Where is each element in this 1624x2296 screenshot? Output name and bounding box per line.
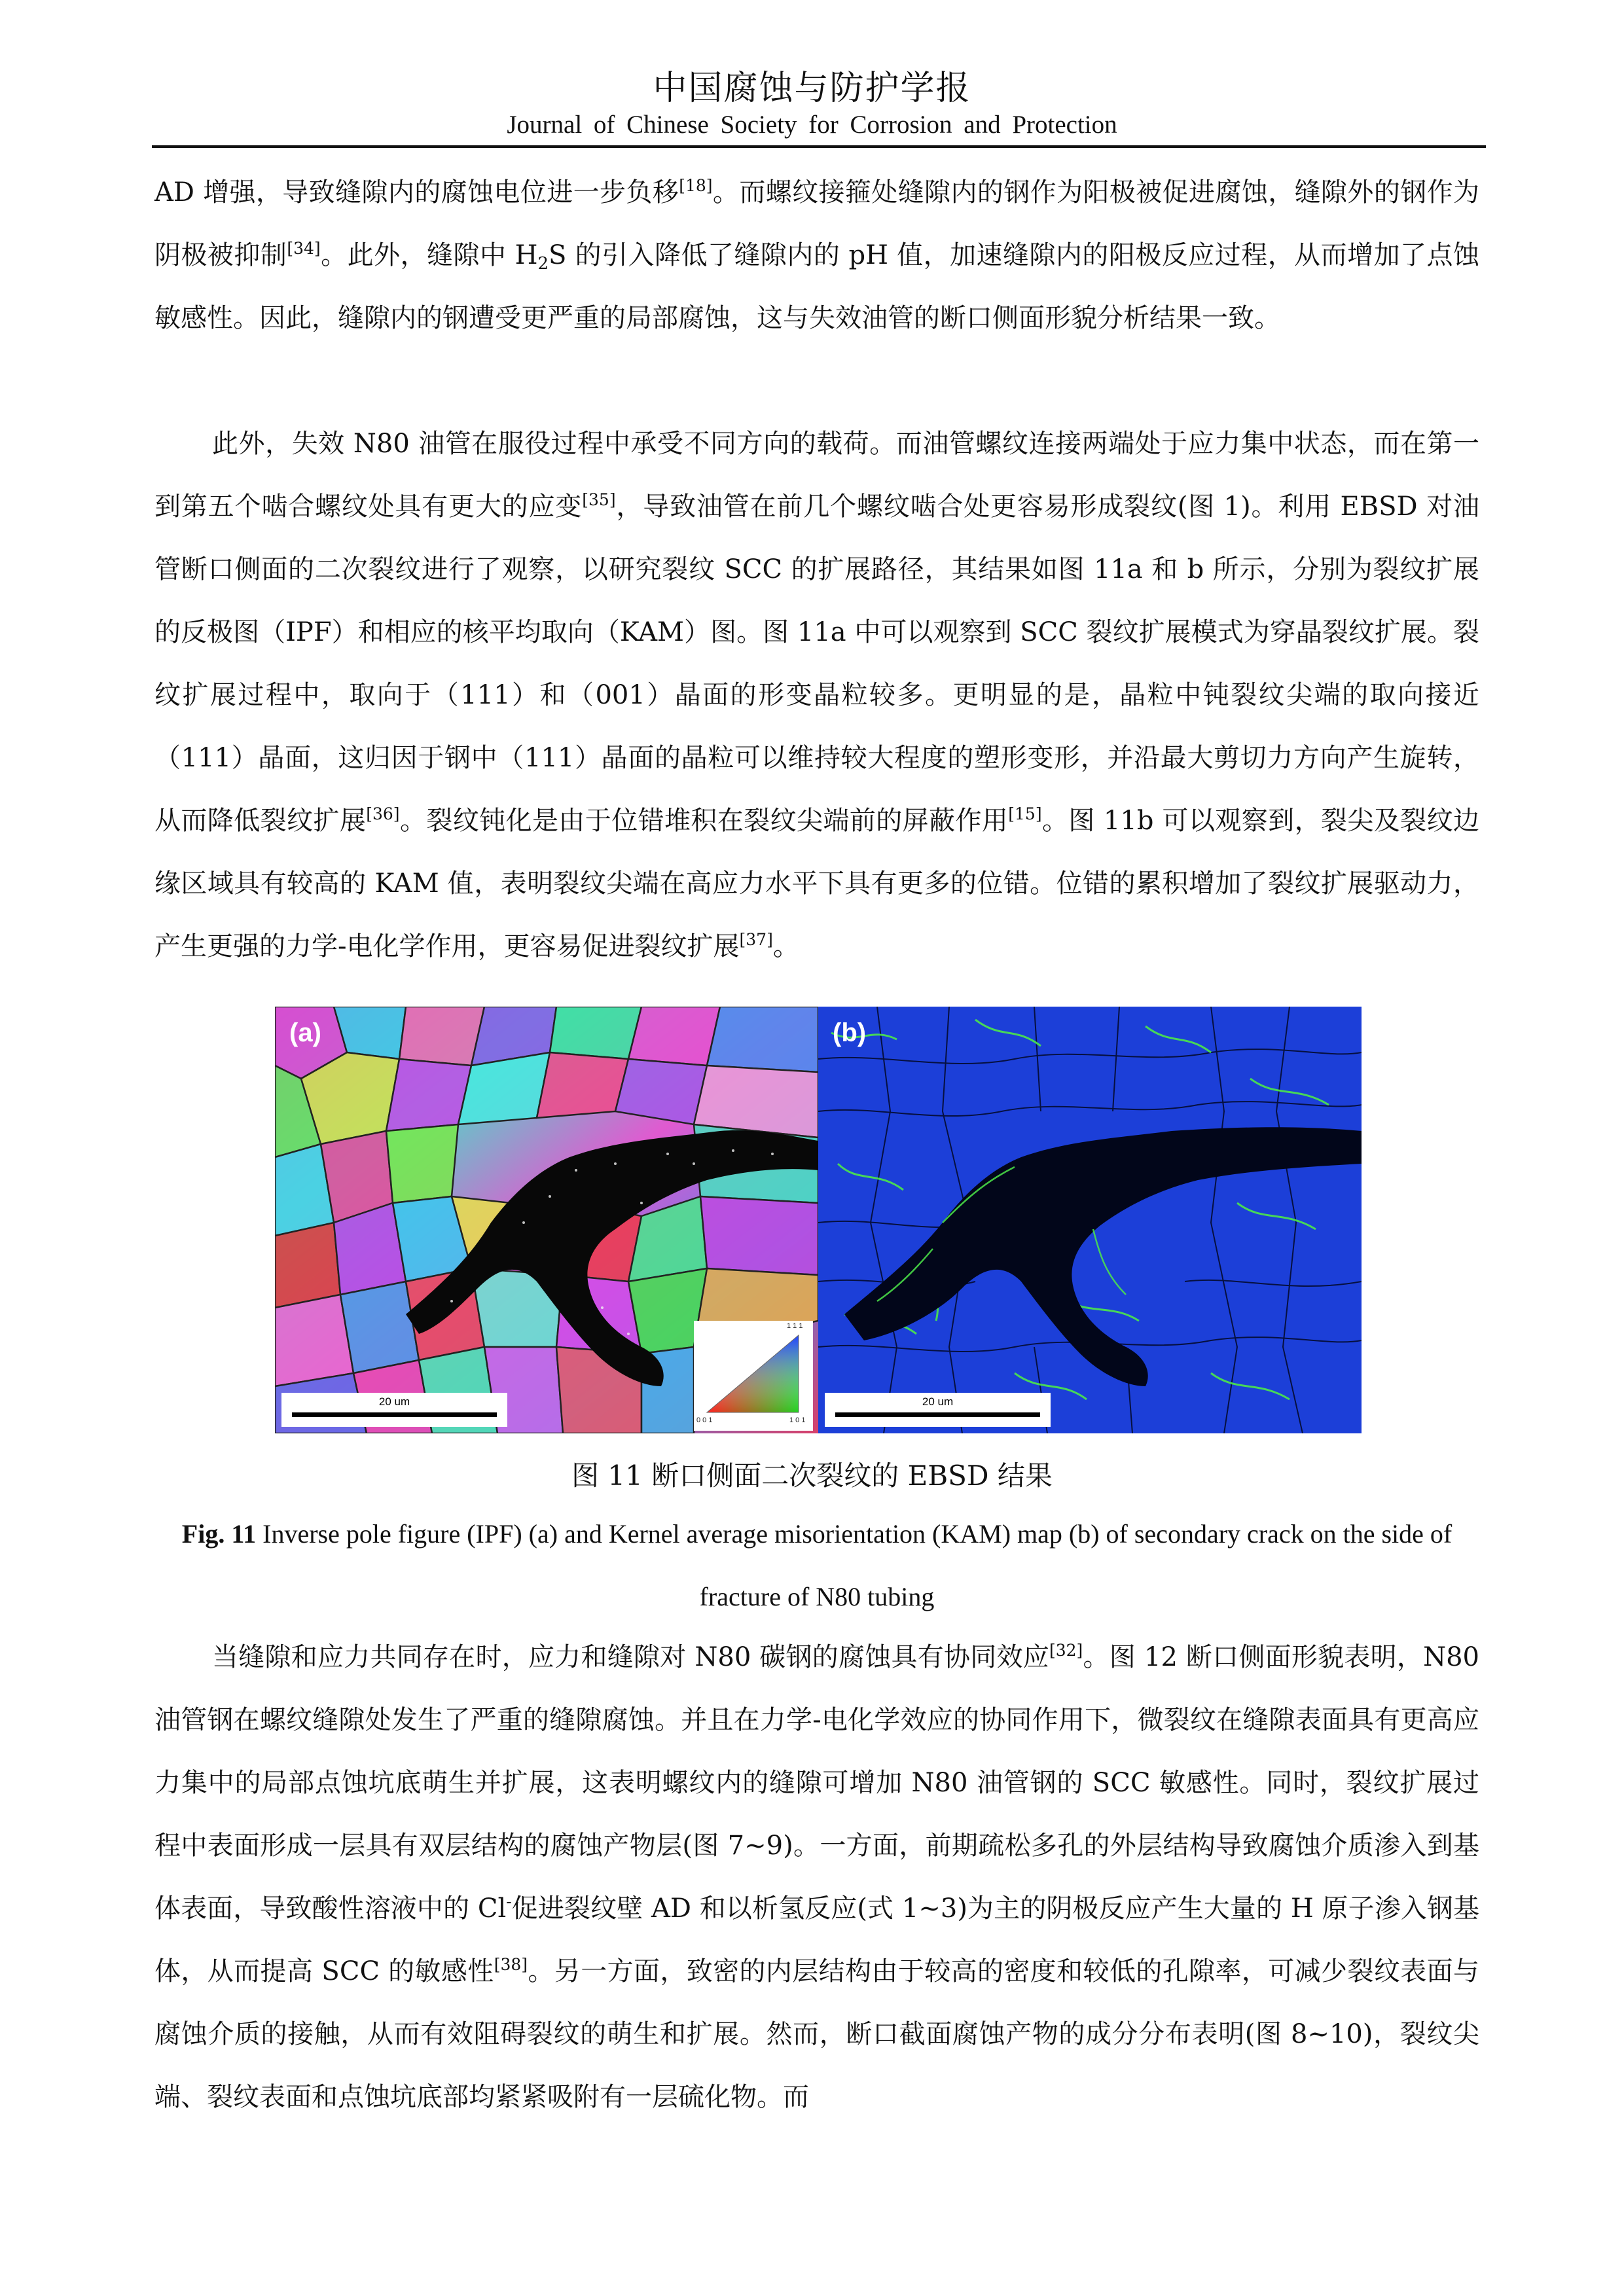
citation-ref: [35] xyxy=(582,490,616,509)
panel-label-a: (a) xyxy=(289,1018,321,1047)
paragraph-1: AD 增强，导致缝隙内的腐蚀电位进一步负移[18]。而螺纹接箍处缝隙内的钢作为阳极被促进腐蚀，缝隙外的钢作为阴极被抑制[34]。此外，缝隙中 $H_2S$ 的引入降低了缝隙内的 pH 值，加速缝隙内的阳极反应过程，从而增加了点蚀敏感性。因此，缝隙内的钢遭受更严重的局部腐蚀，这与失效油管的断口侧面形貌分析结果一致。 xyxy=(154,176,1480,333)
figure-number: Fig. 11 xyxy=(181,1519,257,1549)
scale-bar-a xyxy=(281,1393,507,1427)
kam-map-image xyxy=(818,1007,1362,1433)
journal-title-cn: 中国腐蚀与防护学报 xyxy=(653,69,971,108)
scale-bar-b xyxy=(825,1393,1051,1427)
journal-title-en: Journal of Chinese Society for Corrosion and Protection xyxy=(507,111,1117,139)
scale-line-a xyxy=(292,1412,497,1417)
citation-ref: [18] xyxy=(679,176,713,195)
citation-ref: [36] xyxy=(366,804,400,823)
panel-label-b: (b) xyxy=(833,1018,867,1047)
kam-map-panel xyxy=(818,1007,1362,1433)
header-rule xyxy=(152,145,1486,148)
paragraph-2: 此外，失效 N80 油管在服役过程中承受不同方向的载荷。而油管螺纹连接两端处于应力集中状态，而在第一到第五个啮合螺纹处具有更大的应变[35]，导致油管在前几个螺纹啮合处更容易形成裂纹(图 1)。利用 EBSD 对油管断口侧面的二次裂纹进行了观察，以研究裂纹 SCC 的扩展路径，其结果如图 11a 和 b 所示，分别为裂纹扩展的反极图（IPF）和相应的核平均取向（KAM）图。图 11a 中可以观察到 SCC 裂纹扩展模式为穿晶裂纹扩展。裂纹扩展过程中，取向于（111）和（001）晶面的形变晶粒较多。更明显的是，晶粒中钝裂纹尖端的取向接近（111）晶面，这归因于钢中（111）晶面的晶粒可以维持较大程度的塑形变形，并沿最大剪切力方向产生旋转，从而降低裂纹扩展[36]。裂纹钝化是由于位错堆积在裂纹尖端前的屏蔽作用[15]。图 11b 可以观察到，裂尖及裂纹边缘区域具有较高的 KAM 值，表明裂纹尖端在高应力水平下具有更多的位错。位错的累积增加了裂纹扩展驱动力，产生更强的力学-电化学作用，更容易促进裂纹扩展[37]。 xyxy=(154,429,1479,961)
ipf-key-101: 1 0 1 xyxy=(789,1416,806,1424)
scale-label-b: 20 um xyxy=(922,1395,954,1408)
figure-caption-cn: 图 11 断口侧面二次裂纹的 EBSD 结果 xyxy=(571,1460,1053,1492)
ipf-map-panel xyxy=(275,1007,818,1433)
citation-ref: [38] xyxy=(494,1955,528,1974)
scale-label-a: 20 um xyxy=(378,1395,410,1408)
citation-ref: [15] xyxy=(1008,804,1042,823)
figure-11 xyxy=(275,1007,1362,1433)
citation-ref: [34] xyxy=(287,239,321,258)
scale-line-b xyxy=(835,1412,1040,1417)
citation-ref: [37] xyxy=(739,930,773,949)
figure-caption-en: Fig. 11 Inverse pole figure (IPF) (a) and Kernel average misorientation (KAM) map (b) of secondary crack on the side of fracture of N80 tubing xyxy=(181,1519,1453,1611)
ipf-key-111: 1 1 1 xyxy=(787,1322,803,1330)
ipf-color-triangle xyxy=(694,1321,813,1431)
paragraph-3: 当缝隙和应力共同存在时，应力和缝隙对 N80 碳钢的腐蚀具有协同效应[32]。图 12 断口侧面形貌表明，N80 油管钢在螺纹缝隙处发生了严重的缝隙腐蚀。并且在力学-电化学效应的协同作用下，微裂纹在缝隙表面具有更高应力集中的局部点蚀坑底萌生并扩展，这表明螺纹内的缝隙可增加 N80 油管钢的 SCC 敏感性。同时，裂纹扩展过程中表面形成一层具有双层结构的腐蚀产物层(图 7~9)。一方面，前期疏松多孔的外层结构导致腐蚀介质渗入到基体表面，导致酸性溶液中的 Cl-促进裂纹壁 AD 和以析氢反应(式 1~3)为主的阴极反应产生大量的 H 原子渗入钢基体，从而提高 SCC 的敏感性[38]。另一方面，致密的内层结构由于较高的密度和较低的孔隙率，可减少裂纹表面与腐蚀介质的接触，从而有效阻碍裂纹的萌生和扩展。然而，断口截面腐蚀产物的成分分布表明(图 8~10)，裂纹尖端、裂纹表面和点蚀坑底部均紧紧吸附有一层硫化物。而 xyxy=(154,1641,1479,2112)
citation-ref: [32] xyxy=(1049,1641,1083,1660)
ipf-key-001: 0 0 1 xyxy=(696,1416,713,1424)
ipf-color-key xyxy=(694,1321,813,1431)
